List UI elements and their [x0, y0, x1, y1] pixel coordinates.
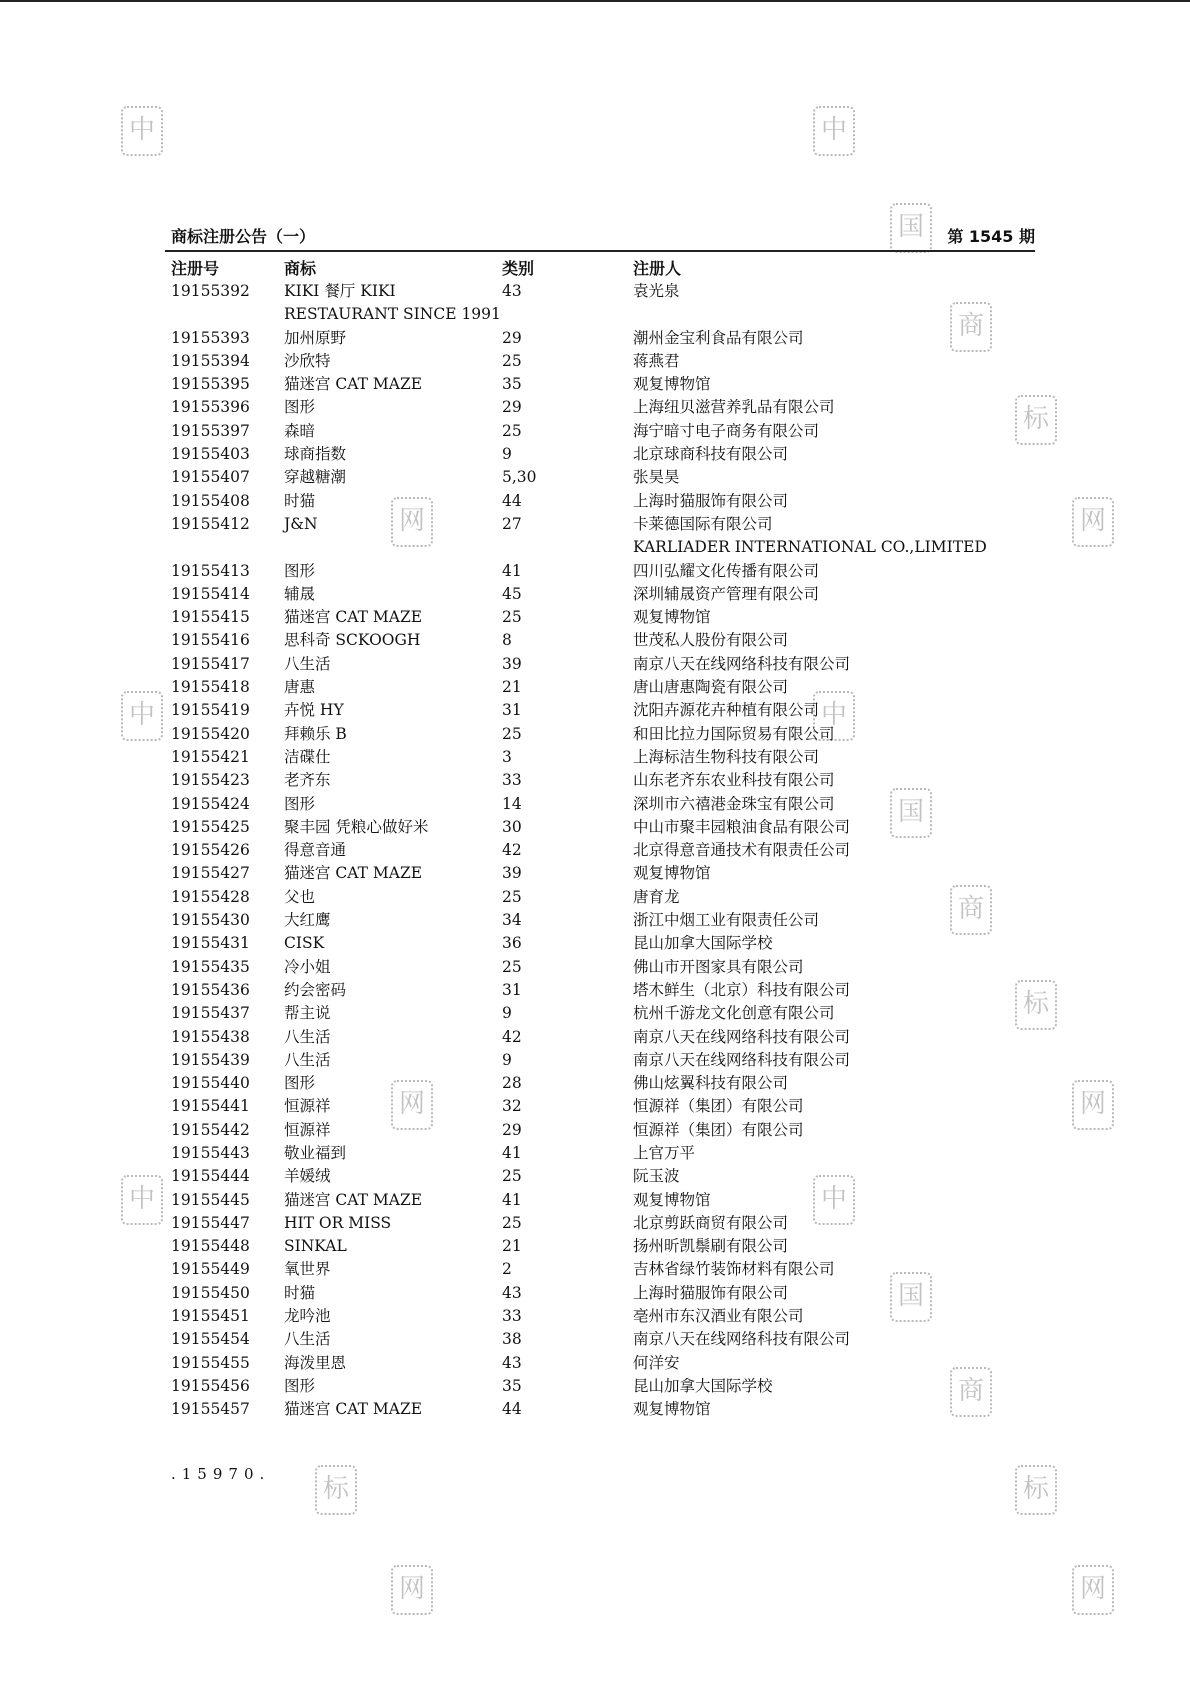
watermark-glyph: 商	[950, 885, 992, 935]
registration-number: 19155408	[171, 491, 250, 510]
class-number: 21	[502, 678, 522, 697]
registrant-name: 和田比拉力国际贸易有限公司	[633, 724, 835, 743]
trademark-name: 聚丰园 凭粮心做好米	[284, 817, 429, 836]
table-row	[0, 746, 1190, 769]
table-row	[0, 1352, 1190, 1375]
watermark-glyph: 标	[1015, 1465, 1057, 1515]
class-number: 14	[502, 794, 522, 813]
trademark-name: 约会密码	[284, 980, 347, 999]
registration-number: 19155426	[171, 841, 250, 860]
class-number: 39	[502, 864, 522, 883]
registrant-name: 亳州市东汉酒业有限公司	[633, 1307, 804, 1326]
registrant-name: 卡莱德国际有限公司 KARLIADER INTERNATIONAL CO.,LIMITED	[633, 514, 987, 557]
class-number: 43	[502, 282, 522, 300]
trademark-name: 敬业福到	[284, 1143, 347, 1162]
trademark-name: 时猫	[284, 1283, 316, 1302]
class-number: 38	[502, 1330, 522, 1349]
trademark-name: CISK	[284, 934, 325, 953]
trademark-name: 图形	[284, 398, 316, 417]
table-row	[0, 839, 1190, 862]
trademark-name: 猫迷宫 CAT MAZE	[284, 1190, 423, 1209]
registrant-name: 佛山市开图家具有限公司	[633, 957, 804, 976]
registrant-name: 四川弘耀文化传播有限公司	[633, 561, 820, 580]
trademark-name: HIT OR MISS	[284, 1213, 392, 1232]
trademark-name: 辅晟	[284, 584, 316, 603]
trademark-name: 图形	[284, 1376, 316, 1395]
class-number: 35	[502, 375, 522, 394]
class-number: 25	[502, 724, 522, 743]
registrant-name: 南京八天在线网络科技有限公司	[633, 1330, 851, 1349]
trademark-name: 八生活	[284, 654, 331, 673]
class-number: 35	[502, 1376, 522, 1395]
class-number: 25	[502, 1213, 522, 1232]
class-number: 2	[502, 1260, 512, 1279]
trademark-name: 唐惠	[284, 678, 316, 697]
trademark-name: 帮主说	[284, 1004, 331, 1023]
watermark-glyph: 网	[391, 497, 433, 547]
registration-number: 19155435	[171, 957, 250, 976]
registrant-name: 潮州金宝利食品有限公司	[633, 328, 804, 347]
trademark-name: J&N	[284, 514, 318, 533]
class-number: 36	[502, 934, 522, 953]
registration-number: 19155403	[171, 445, 250, 464]
trademark-name: 时猫	[284, 491, 316, 510]
registration-number: 19155421	[171, 747, 250, 766]
watermark-glyph: 商	[950, 1367, 992, 1417]
table-row	[0, 327, 1190, 350]
registration-number: 19155420	[171, 724, 250, 743]
class-number: 25	[502, 1167, 522, 1186]
class-number: 42	[502, 1027, 522, 1046]
registration-number: 19155415	[171, 608, 250, 627]
table-row	[0, 1049, 1190, 1072]
class-number: 25	[502, 351, 522, 370]
registrant-name: 北京球商科技有限公司	[633, 445, 789, 464]
registrant-name: 佛山炫翼科技有限公司	[633, 1074, 789, 1093]
registrant-name: 南京八天在线网络科技有限公司	[633, 654, 851, 673]
registration-number: 19155436	[171, 980, 250, 999]
table-row	[0, 1095, 1190, 1118]
table-row	[0, 932, 1190, 955]
registrant-name: 中山市聚丰园粮油食品有限公司	[633, 817, 851, 836]
trademark-table	[0, 280, 1190, 1422]
registration-number: 19155424	[171, 794, 250, 813]
table-row	[0, 606, 1190, 629]
registration-number: 19155445	[171, 1190, 250, 1209]
table-row	[0, 629, 1190, 652]
registration-number: 19155412	[171, 514, 250, 533]
registration-number: 19155440	[171, 1074, 250, 1093]
table-row	[0, 1142, 1190, 1165]
registration-number: 19155417	[171, 654, 250, 673]
column-header-mark: 商标	[284, 259, 317, 278]
registration-number: 19155393	[171, 328, 250, 347]
header-rule	[165, 250, 1035, 252]
registration-number: 19155457	[171, 1400, 250, 1419]
watermark-glyph: 中	[813, 691, 855, 741]
registration-number: 19155430	[171, 911, 250, 930]
class-number: 42	[502, 841, 522, 860]
class-number: 41	[502, 561, 522, 580]
trademark-name: 八生活	[284, 1330, 331, 1349]
trademark-name: 卉悦 HY	[284, 701, 344, 720]
table-row	[0, 1002, 1190, 1025]
registrant-name: 唐山唐惠陶瓷有限公司	[633, 678, 789, 697]
watermark-glyph: 商	[950, 302, 992, 352]
trademark-name: SINKAL	[284, 1237, 347, 1256]
registration-number: 19155413	[171, 561, 250, 580]
watermark-glyph: 网	[391, 1080, 433, 1130]
table-row	[0, 1212, 1190, 1235]
trademark-name: 得意音通	[284, 841, 347, 860]
trademark-name: 图形	[284, 561, 316, 580]
registration-number: 19155449	[171, 1260, 250, 1279]
registrant-name: 袁光泉	[633, 282, 680, 300]
class-number: 30	[502, 817, 522, 836]
registrant-name: 蒋燕君	[633, 351, 680, 370]
table-row	[0, 676, 1190, 699]
registration-number: 19155419	[171, 701, 250, 720]
registration-number: 19155447	[171, 1213, 250, 1232]
table-row	[0, 1235, 1190, 1258]
table-row	[0, 909, 1190, 932]
issue-number: 第 1545 期	[947, 227, 1035, 246]
watermark-glyph: 标	[315, 1465, 357, 1515]
registrant-name: 观复博物馆	[633, 864, 711, 883]
watermark-glyph: 中	[121, 106, 163, 156]
class-number: 8	[502, 631, 512, 650]
class-number: 32	[502, 1097, 522, 1116]
class-number: 25	[502, 421, 522, 440]
trademark-name: 羊媛绒	[284, 1167, 331, 1186]
registration-number: 19155395	[171, 375, 250, 394]
registrant-name: 南京八天在线网络科技有限公司	[633, 1050, 851, 1069]
registrant-name: 昆山加拿大国际学校	[633, 934, 773, 953]
class-number: 9	[502, 445, 512, 464]
table-row	[0, 490, 1190, 513]
trademark-name: 龙吟池	[284, 1307, 331, 1326]
watermark-glyph: 标	[1015, 395, 1057, 445]
table-row	[0, 653, 1190, 676]
table-row	[0, 1305, 1190, 1328]
registrant-name: 世茂私人股份有限公司	[633, 631, 789, 650]
trademark-name: 穿越糖潮	[284, 468, 347, 487]
trademark-name: 洁碟仕	[284, 747, 331, 766]
watermark-glyph: 网	[1072, 497, 1114, 547]
registration-number: 19155439	[171, 1050, 250, 1069]
trademark-name: 冷小姐	[284, 957, 331, 976]
registrant-name: 阮玉波	[633, 1167, 680, 1186]
table-row	[0, 560, 1190, 583]
registrant-name: 吉林省绿竹装饰材料有限公司	[633, 1260, 835, 1279]
class-number: 28	[502, 1074, 522, 1093]
registrant-name: 深圳市六禧港金珠宝有限公司	[633, 794, 835, 813]
registrant-name: 上海时猫服饰有限公司	[633, 1283, 789, 1302]
trademark-name: 猫迷宫 CAT MAZE	[284, 375, 423, 394]
class-number: 21	[502, 1237, 522, 1256]
class-number: 33	[502, 1307, 522, 1326]
trademark-name: 恒源祥	[284, 1097, 331, 1116]
class-number: 45	[502, 584, 522, 603]
registration-number: 19155394	[171, 351, 250, 370]
table-row	[0, 1258, 1190, 1281]
registrant-name: 深圳辅晟资产管理有限公司	[633, 584, 820, 603]
registration-number: 19155392	[171, 282, 250, 300]
registrant-name: 海宁暗寸电子商务有限公司	[633, 421, 820, 440]
table-row	[0, 280, 1190, 327]
class-number: 44	[502, 1400, 522, 1419]
table-row	[0, 886, 1190, 909]
registrant-name: 浙江中烟工业有限责任公司	[633, 911, 820, 930]
registrant-name: 沈阳卉源花卉种植有限公司	[633, 701, 820, 720]
watermark-glyph: 中	[813, 106, 855, 156]
table-row	[0, 699, 1190, 722]
trademark-name: 森暗	[284, 421, 316, 440]
registration-number: 19155414	[171, 584, 250, 603]
registrant-name: 观复博物馆	[633, 375, 711, 394]
table-row	[0, 1072, 1190, 1095]
table-row	[0, 443, 1190, 466]
registration-number: 19155431	[171, 934, 250, 953]
class-number: 25	[502, 887, 522, 906]
table-row	[0, 466, 1190, 489]
trademark-name: 氧世界	[284, 1260, 331, 1279]
registration-number: 19155455	[171, 1353, 250, 1372]
table-row	[0, 513, 1190, 560]
registrant-name: 北京剪跃商贸有限公司	[633, 1213, 789, 1232]
class-number: 27	[502, 514, 522, 533]
class-number: 25	[502, 608, 522, 627]
table-row	[0, 816, 1190, 839]
registration-number: 19155444	[171, 1167, 250, 1186]
table-row	[0, 583, 1190, 606]
registrant-name: 观复博物馆	[633, 1190, 711, 1209]
class-number: 44	[502, 491, 522, 510]
document-header	[171, 224, 1035, 250]
registrant-name: 扬州昕凯鬃刷有限公司	[633, 1237, 789, 1256]
table-row	[0, 793, 1190, 816]
class-number: 3	[502, 747, 512, 766]
column-header-reg-no: 注册号	[171, 259, 220, 278]
table-row	[0, 1189, 1190, 1212]
class-number: 29	[502, 398, 522, 417]
class-number: 43	[502, 1353, 522, 1372]
class-number: 9	[502, 1004, 512, 1023]
column-header-owner: 注册人	[633, 259, 682, 278]
top-border-line	[0, 0, 1190, 2]
trademark-name: KIKI 餐厅 KIKI RESTAURANT SINCE 1991	[284, 282, 501, 324]
table-row	[0, 350, 1190, 373]
class-number: 9	[502, 1050, 512, 1069]
trademark-name: 海泼里恩	[284, 1353, 347, 1372]
trademark-name: 思科奇 SCKOOGH	[284, 631, 421, 650]
registration-number: 19155454	[171, 1330, 250, 1349]
watermark-glyph: 网	[1072, 1080, 1114, 1130]
table-row	[0, 979, 1190, 1002]
trademark-name: 八生活	[284, 1050, 331, 1069]
trademark-name: 加州原野	[284, 328, 347, 347]
trademark-name: 拜赖乐 B	[284, 724, 347, 743]
table-row	[0, 1328, 1190, 1351]
table-row	[0, 1398, 1190, 1421]
registrant-name: 张昊昊	[633, 468, 680, 487]
class-number: 29	[502, 1120, 522, 1139]
watermark-glyph: 中	[121, 691, 163, 741]
column-header-class: 类别	[502, 259, 535, 278]
registration-number: 19155423	[171, 771, 250, 790]
class-number: 29	[502, 328, 522, 347]
registrant-name: 昆山加拿大国际学校	[633, 1376, 773, 1395]
trademark-name: 球商指数	[284, 445, 347, 464]
table-row	[0, 1165, 1190, 1188]
registrant-name: 上海标洁生物科技有限公司	[633, 747, 820, 766]
registrant-name: 上官万平	[633, 1143, 696, 1162]
registration-number: 19155451	[171, 1307, 250, 1326]
registration-number: 19155396	[171, 398, 250, 417]
trademark-name: 老齐东	[284, 771, 331, 790]
registrant-name: 何洋安	[633, 1353, 680, 1372]
registration-number: 19155407	[171, 468, 250, 487]
table-row	[0, 1375, 1190, 1398]
table-row	[0, 1026, 1190, 1049]
watermark-glyph: 中	[813, 1175, 855, 1225]
registration-number: 19155450	[171, 1283, 250, 1302]
class-number: 34	[502, 911, 522, 930]
watermark-glyph: 国	[890, 788, 932, 838]
trademark-name: 恒源祥	[284, 1120, 331, 1139]
table-row	[0, 396, 1190, 419]
page-number: .15970.	[171, 1465, 271, 1483]
class-number: 41	[502, 1190, 522, 1209]
registrant-name: 恒源祥（集团）有限公司	[633, 1120, 804, 1139]
class-number: 5,30	[502, 468, 537, 487]
trademark-name: 猫迷宫 CAT MAZE	[284, 608, 423, 627]
table-row	[0, 956, 1190, 979]
watermark-glyph: 网	[1072, 1565, 1114, 1615]
class-number: 25	[502, 957, 522, 976]
watermark-glyph: 国	[890, 203, 932, 253]
registrant-name: 观复博物馆	[633, 608, 711, 627]
class-number: 31	[502, 980, 522, 999]
trademark-name: 图形	[284, 1074, 316, 1093]
watermark-glyph: 标	[1015, 980, 1057, 1030]
registrant-name: 观复博物馆	[633, 1400, 711, 1419]
class-number: 33	[502, 771, 522, 790]
registration-number: 19155428	[171, 887, 250, 906]
trademark-name: 图形	[284, 794, 316, 813]
registrant-name: 北京得意音通技术有限责任公司	[633, 841, 851, 860]
trademark-name: 大红鹰	[284, 911, 331, 930]
registration-number: 19155427	[171, 864, 250, 883]
registrant-name: 南京八天在线网络科技有限公司	[633, 1027, 851, 1046]
registrant-name: 杭州千游龙文化创意有限公司	[633, 1004, 835, 1023]
table-row	[0, 769, 1190, 792]
watermark-glyph: 网	[391, 1565, 433, 1615]
registrant-name: 山东老齐东农业科技有限公司	[633, 771, 835, 790]
table-row	[0, 862, 1190, 885]
registration-number: 19155442	[171, 1120, 250, 1139]
registration-number: 19155448	[171, 1237, 250, 1256]
class-number: 43	[502, 1283, 522, 1302]
class-number: 39	[502, 654, 522, 673]
registration-number: 19155438	[171, 1027, 250, 1046]
registration-number: 19155418	[171, 678, 250, 697]
registration-number: 19155416	[171, 631, 250, 650]
trademark-name: 沙欣特	[284, 351, 331, 370]
trademark-name: 父也	[284, 887, 316, 906]
registration-number: 19155443	[171, 1143, 250, 1162]
registrant-name: 塔木鲜生（北京）科技有限公司	[633, 980, 851, 999]
registration-number: 19155456	[171, 1376, 250, 1395]
registrant-name: 上海纽贝滋营养乳品有限公司	[633, 398, 835, 417]
class-number: 31	[502, 701, 522, 720]
watermark-glyph: 国	[890, 1272, 932, 1322]
registrant-name: 上海时猫服饰有限公司	[633, 491, 789, 510]
class-number: 41	[502, 1143, 522, 1162]
registration-number: 19155397	[171, 421, 250, 440]
document-title: 商标注册公告（一）	[171, 227, 316, 246]
table-row	[0, 723, 1190, 746]
trademark-name: 猫迷宫 CAT MAZE	[284, 1400, 423, 1419]
table-row	[0, 373, 1190, 396]
registration-number: 19155441	[171, 1097, 250, 1116]
registration-number: 19155425	[171, 817, 250, 836]
table-row	[0, 420, 1190, 443]
watermark-glyph: 中	[121, 1175, 163, 1225]
registrant-name: 唐育龙	[633, 887, 680, 906]
trademark-name: 八生活	[284, 1027, 331, 1046]
table-row	[0, 1282, 1190, 1305]
table-row	[0, 1119, 1190, 1142]
trademark-name: 猫迷宫 CAT MAZE	[284, 864, 423, 883]
registrant-name: 恒源祥（集团）有限公司	[633, 1097, 804, 1116]
registration-number: 19155437	[171, 1004, 250, 1023]
